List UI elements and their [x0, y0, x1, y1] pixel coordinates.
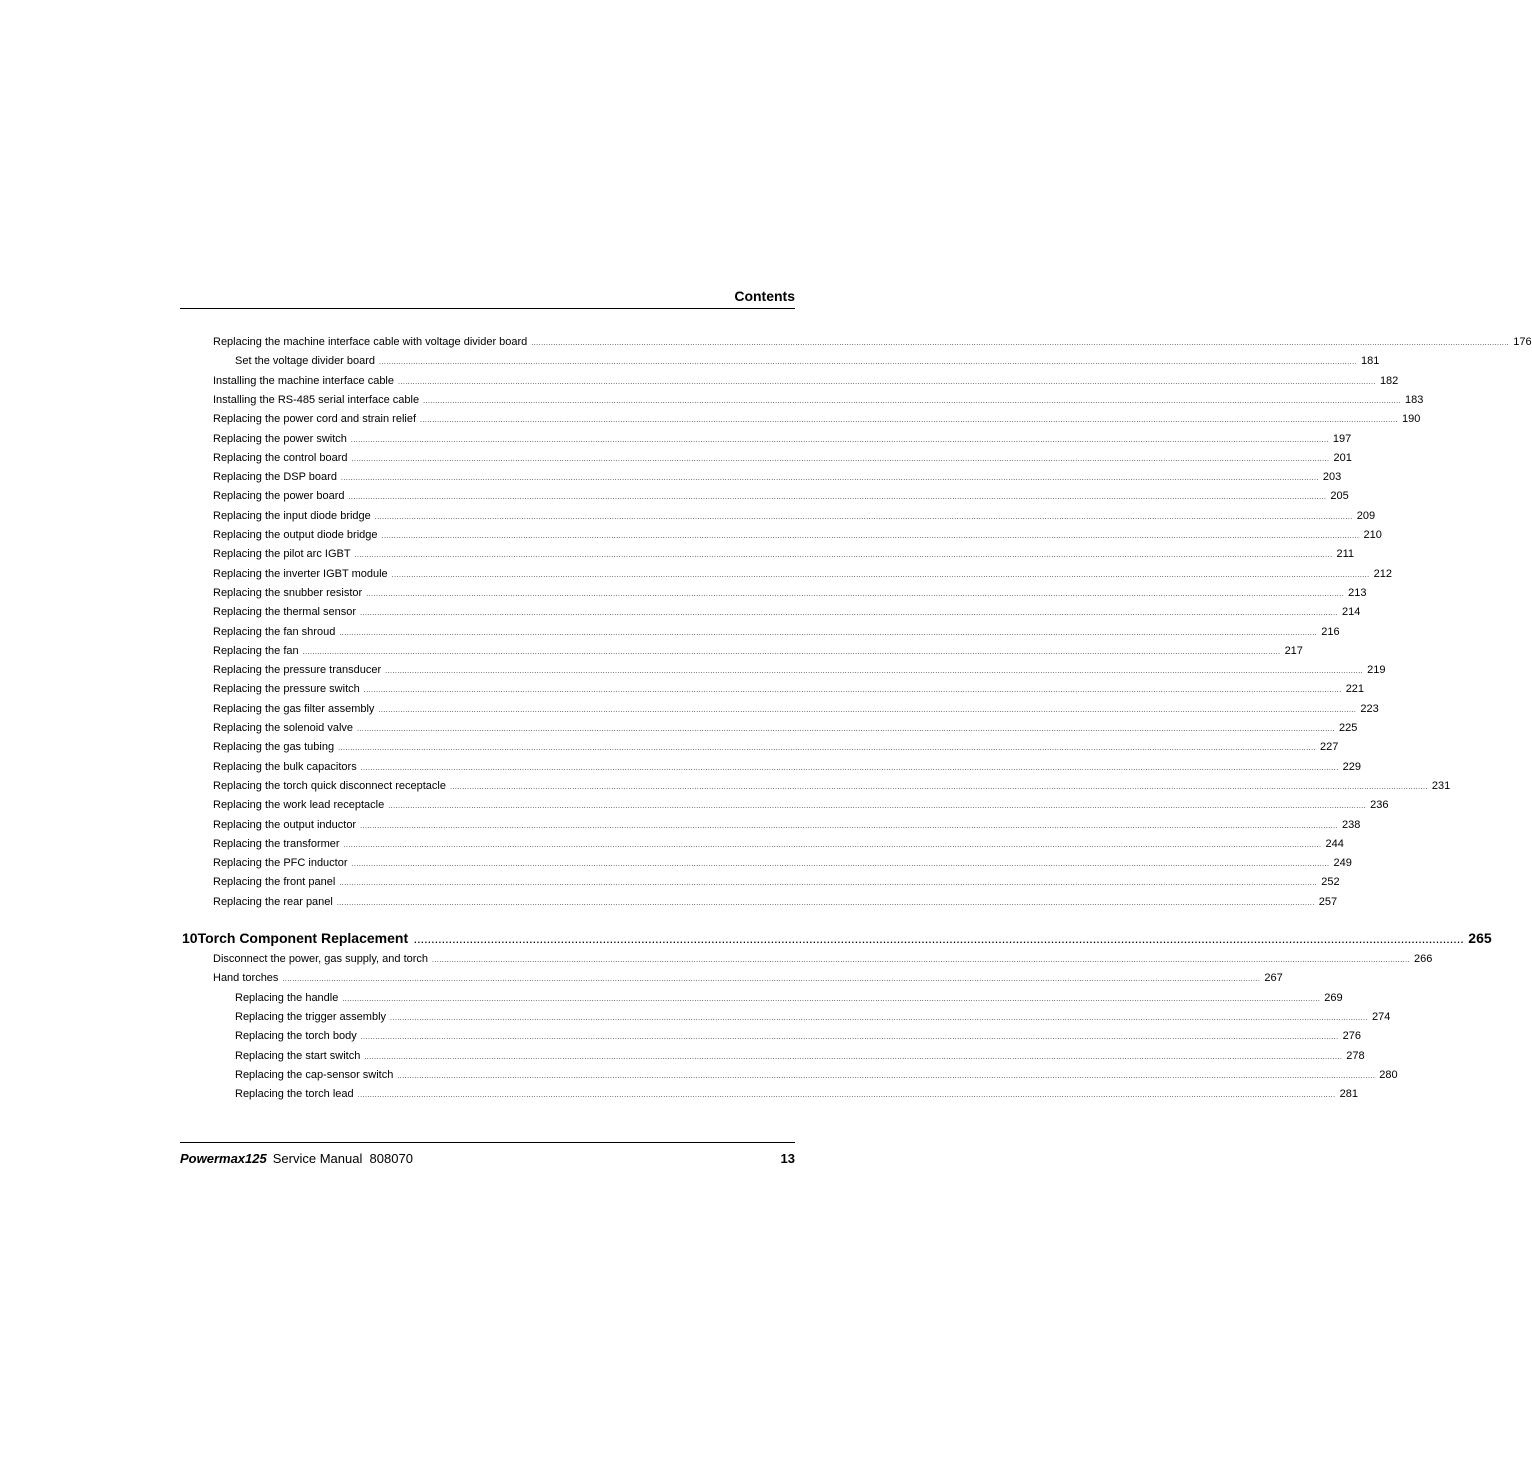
toc-entry[interactable] [213, 410, 1421, 429]
toc-entry-page: 182 [1379, 374, 1399, 387]
leader-dots: ................................................................................................................................................................................................................................................................................................................................................................................................................ [351, 861, 1330, 869]
toc-entry-page: 221 [1345, 683, 1365, 696]
toc-entry-page: 216 [1321, 625, 1340, 638]
leader-dots: ................................................................................................................................................................................................................................................................................................................................................................................................................ [351, 455, 1330, 463]
leader-dots: ................................................................................................................................................................................................................................................................................................................................................................................................................ [374, 513, 1353, 521]
toc-entry[interactable] [213, 719, 1358, 738]
toc-entry-page: 181 [1360, 355, 1380, 368]
leader-dots: ................................................................................................................................................................................................................................................................................................................................................................................................................ [388, 803, 1367, 811]
toc-entry[interactable] [213, 950, 1433, 969]
toc-entry-label: Replacing the work lead receptacle [213, 799, 385, 812]
leader-dots: ................................................................................................................................................................................................................................................................................................................................................................................................................ [357, 1092, 1336, 1100]
toc-entry-page: 205 [1330, 490, 1349, 503]
toc-entry[interactable] [213, 584, 1367, 603]
leader-dots: ................................................................................................................................................................................................................................................................................................................................................................................................................ [340, 475, 1319, 483]
leader-dots: ................................................................................................................................................................................................................................................................................................................................................................................................................ [423, 397, 1401, 405]
toc-entry[interactable] [235, 989, 1343, 1008]
leader-dots: ................................................................................................................................................................................................................................................................................................................................................................................................................ [360, 610, 1339, 618]
leader-dots: ................................................................................................................................................................................................................................................................................................................................................................................................................ [338, 745, 1317, 753]
toc-entry-page: 227 [1320, 741, 1339, 754]
toc-entry-page: 190 [1401, 413, 1421, 426]
toc-entry-label: Replacing the solenoid valve [213, 722, 354, 734]
leader-dots: ................................................................................................................................................................................................................................................................................................................................................................................................................ [398, 378, 1376, 386]
toc-entry[interactable] [213, 835, 1344, 854]
leader-dots: ................................................................................................................................................................................................................................................................................................................................................................................................................ [531, 340, 1510, 347]
toc-entry-label: Replacing the cap-sensor switch [235, 1068, 394, 1081]
chapter-heading[interactable] [182, 928, 1492, 948]
leader-dots: ................................................................................................................................................................................................................................................................................................................................................................................................................ [449, 783, 1428, 791]
toc-entry-page: 280 [1379, 1068, 1398, 1081]
toc-entry-label: Replacing the inverter IGBT module [213, 567, 388, 580]
toc-entry-label: Replacing the front panel [213, 876, 336, 889]
toc-entry-label: Replacing the control board [213, 451, 348, 464]
toc-entry[interactable] [213, 680, 1365, 699]
leader-dots: ................................................................................................................................................................................................................................................................................................................................................................................................................ [302, 648, 1281, 656]
toc-entry[interactable] [213, 468, 1342, 487]
toc-entry-page: 281 [1339, 1088, 1358, 1101]
toc-entry-page: 209 [1356, 509, 1376, 522]
leader-dots: ................................................................................................................................................................................................................................................................................................................................................................................................................ [360, 1034, 1339, 1042]
leader-dots: ................................................................................................................................................................................................................................................................................................................................................................................................................ [336, 899, 1315, 907]
toc-entry[interactable] [213, 758, 1361, 777]
leader-dots: ................................................................................................................................................................................................................................................................................................................................................................................................................ [350, 436, 1329, 444]
footer-manual: Service Manual 808070 [272, 1151, 413, 1166]
toc-entry[interactable] [213, 333, 1532, 352]
leader-dots: ................................................................................................................................................................................................................................................................................................................................................................................................................ [360, 822, 1339, 830]
leader-dots: ................................................................................................................................................................................................................................................................................................................................................................................................................ [364, 1053, 1343, 1061]
leader-dots: ................................................................................................................................................................................................................................................................................................................................................................................................................ [378, 706, 1357, 714]
toc-entry[interactable] [213, 796, 1389, 815]
toc-entry-label: Disconnect the power, gas supply, and torch [213, 953, 429, 965]
toc-entry-label: Replacing the fan [213, 644, 299, 657]
leader-dots: ............................................................................................................................................................................................................................................................................................................ [414, 935, 1465, 945]
toc-entry[interactable] [213, 507, 1376, 526]
toc-entry-page: 244 [1325, 837, 1344, 850]
toc-entry-label: Replacing the gas filter assembly [213, 702, 375, 715]
toc-entry[interactable] [213, 391, 1424, 410]
toc-entry-page: 219 [1367, 664, 1386, 677]
toc-entry-label: Installing the RS-485 serial interface cable [213, 393, 420, 406]
chapter-page: 265 [1468, 930, 1492, 946]
leader-dots: ................................................................................................................................................................................................................................................................................................................................................................................................................ [363, 687, 1342, 695]
toc-entry-label: Replacing the power cord and strain relief [213, 413, 417, 426]
toc-entry-label: Replacing the transformer [213, 837, 340, 850]
toc-entry-label: Replacing the trigger assembly [235, 1010, 387, 1023]
leader-dots: ................................................................................................................................................................................................................................................................................................................................................................................................................ [282, 976, 1261, 984]
toc-entry-label: Replacing the fan shroud [213, 625, 336, 638]
toc-entry[interactable] [213, 873, 1340, 892]
toc-entry-label: Hand torches [213, 972, 279, 985]
toc-entry-page: 213 [1348, 586, 1367, 599]
toc-entry-label: Replacing the bulk capacitors [213, 760, 357, 773]
leader-dots: ................................................................................................................................................................................................................................................................................................................................................................................................................ [391, 571, 1370, 579]
toc-entry-label: Replacing the input diode bridge [213, 509, 371, 522]
toc-entry-page: 266 [1413, 953, 1433, 965]
toc-entry-page: 238 [1342, 818, 1361, 831]
toc-entry[interactable] [213, 623, 1340, 642]
toc-entry-page: 269 [1324, 991, 1343, 1004]
chapter-title: Torch Component Replacement [197, 930, 409, 946]
toc-entry-label: Installing the machine interface cable [213, 374, 394, 387]
toc-entry[interactable] [235, 1066, 1398, 1085]
leader-dots: ................................................................................................................................................................................................................................................................................................................................................................................................................ [357, 726, 1335, 733]
leader-dots: ................................................................................................................................................................................................................................................................................................................................................................................................................ [339, 880, 1318, 888]
toc-entry[interactable] [213, 700, 1379, 719]
toc-entry-label: Replacing the pressure switch [213, 683, 360, 696]
leader-dots: ................................................................................................................................................................................................................................................................................................................................................................................................................ [397, 1072, 1376, 1080]
toc-entry-label: Replacing the DSP board [213, 471, 337, 484]
footer-page-number: 13 [780, 1151, 795, 1166]
leader-dots: ................................................................................................................................................................................................................................................................................................................................................................................................................ [342, 995, 1321, 1003]
leader-dots: ................................................................................................................................................................................................................................................................................................................................................................................................................ [360, 764, 1339, 772]
toc-entry-label: Replacing the start switch [235, 1049, 361, 1062]
toc-entry-label: Replacing the handle [235, 991, 339, 1004]
toc-entry[interactable] [213, 777, 1451, 796]
chapter-number: 10 [182, 930, 198, 946]
toc-entry[interactable] [213, 893, 1338, 912]
toc-entry[interactable] [235, 1085, 1358, 1104]
page-header-title: Contents [734, 288, 795, 304]
toc-entry-label: Replacing the output inductor [213, 818, 357, 831]
toc-entry-page: 278 [1346, 1049, 1365, 1062]
toc-entry-label: Replacing the output diode bridge [213, 529, 378, 541]
toc-entry-label: Replacing the thermal sensor [213, 606, 357, 619]
toc-entry-page: 249 [1333, 857, 1352, 870]
page-footer [180, 1151, 795, 1171]
leader-dots: ................................................................................................................................................................................................................................................................................................................................................................................................................ [385, 668, 1364, 676]
toc-entry[interactable] [213, 449, 1352, 468]
toc-entry-label: Replacing the PFC inductor [213, 857, 348, 870]
toc-entry[interactable] [213, 642, 1303, 661]
toc-entry-page: 211 [1336, 548, 1355, 561]
toc-entry-page: 252 [1321, 876, 1340, 889]
toc-entry-label: Replacing the torch lead [235, 1088, 354, 1101]
toc-entry-page: 236 [1370, 799, 1389, 812]
toc-entry-label: Replacing the pressure transducer [213, 664, 382, 677]
header-rule [180, 308, 795, 309]
leader-dots: ................................................................................................................................................................................................................................................................................................................................................................................................................ [339, 629, 1318, 637]
toc-entry-page: 217 [1284, 644, 1303, 657]
toc-entry[interactable] [213, 372, 1399, 391]
toc-entry-page: 267 [1264, 972, 1283, 985]
toc-entry-page: 197 [1332, 432, 1352, 445]
leader-dots: ................................................................................................................................................................................................................................................................................................................................................................................................................ [343, 841, 1322, 849]
leader-dots: ................................................................................................................................................................................................................................................................................................................................................................................................................ [379, 359, 1357, 367]
toc-entry-label: Replacing the gas tubing [213, 741, 335, 754]
toc-entry-page: 212 [1373, 567, 1392, 580]
toc-entry[interactable] [235, 1027, 1361, 1046]
toc-entry[interactable] [213, 816, 1361, 835]
toc-entry[interactable] [213, 487, 1349, 506]
toc-entry[interactable] [213, 430, 1352, 449]
leader-dots: ................................................................................................................................................................................................................................................................................................................................................................................................................ [381, 533, 1360, 540]
toc-entry[interactable] [213, 526, 1382, 545]
toc-entry[interactable] [213, 565, 1392, 584]
toc-entry[interactable] [235, 352, 1380, 371]
toc-entry-label: Replacing the machine interface cable with voltage divider board [213, 336, 528, 348]
leader-dots: ................................................................................................................................................................................................................................................................................................................................................................................................................ [348, 494, 1327, 502]
toc-entry-page: 225 [1338, 722, 1358, 734]
leader-dots: ................................................................................................................................................................................................................................................................................................................................................................................................................ [354, 552, 1333, 560]
toc-entry-page: 201 [1333, 451, 1352, 464]
toc-entry-page: 203 [1322, 471, 1342, 484]
toc-entry-label: Replacing the torch body [235, 1030, 357, 1043]
toc-entry-page: 223 [1360, 702, 1379, 715]
toc-entry[interactable] [235, 1008, 1391, 1027]
leader-dots: ................................................................................................................................................................................................................................................................................................................................................................................................................ [420, 417, 1398, 425]
toc-entry[interactable] [213, 738, 1339, 757]
toc-entry-label: Replacing the torch quick disconnect receptacle [213, 779, 446, 792]
toc-entry-page: 176 [1513, 336, 1532, 348]
toc-entry-page: 214 [1342, 606, 1361, 619]
toc-entry[interactable] [213, 661, 1386, 680]
toc-entry[interactable] [213, 969, 1283, 988]
toc-entry-page: 210 [1363, 529, 1382, 541]
toc-entry-label: Replacing the snubber resistor [213, 586, 363, 599]
footer-rule [180, 1142, 795, 1143]
leader-dots: ................................................................................................................................................................................................................................................................................................................................................................................................................ [432, 957, 1410, 964]
toc-entry-label: Replacing the rear panel [213, 895, 333, 908]
toc-entry-label: Set the voltage divider board [235, 355, 376, 368]
toc-entry-label: Replacing the power switch [213, 432, 347, 445]
toc-entry-page: 274 [1371, 1010, 1391, 1023]
toc-entry-page: 231 [1431, 779, 1451, 792]
toc-entry-page: 229 [1342, 760, 1361, 773]
toc-entry[interactable] [213, 854, 1352, 873]
toc-entry-page: 276 [1342, 1030, 1361, 1043]
leader-dots: ................................................................................................................................................................................................................................................................................................................................................................................................................ [366, 590, 1345, 598]
toc-entry[interactable] [213, 603, 1361, 622]
toc-entry[interactable] [213, 545, 1355, 564]
leader-dots: ................................................................................................................................................................................................................................................................................................................................................................................................................ [390, 1014, 1368, 1022]
toc-entry-page: 257 [1318, 895, 1338, 908]
toc-entry-label: Replacing the power board [213, 490, 345, 503]
footer-brand: Powermax125 [180, 1151, 267, 1166]
toc-entry-label: Replacing the pilot arc IGBT [213, 548, 351, 561]
toc-entry[interactable] [235, 1047, 1365, 1066]
toc-entry-page: 183 [1405, 393, 1424, 406]
